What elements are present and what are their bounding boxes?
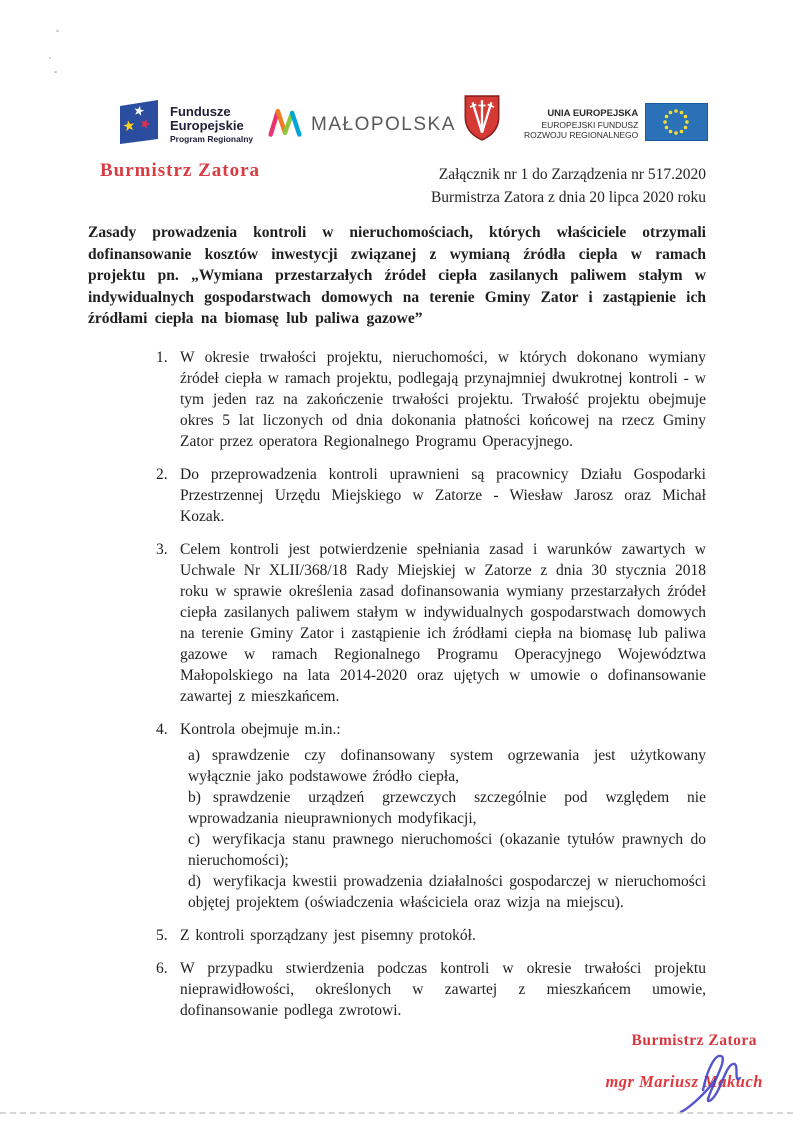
eu-flag-icon: [645, 102, 708, 147]
list-item-4: [156, 719, 706, 913]
numbered-list: [156, 347, 706, 1021]
sub-item-c: [188, 829, 706, 871]
handwritten-signature-icon: [645, 1050, 755, 1119]
attachment-line2: Burmistrza Zatora z dnia 20 lipca 2020 roku: [430, 189, 706, 206]
list-item-5: [156, 925, 706, 946]
item-text: Do przeprowadzenia kontroli uprawnieni są pracownicy Działu Gospodarki Przestrzennej Urzędu Miejskiego w Zatorze - Wiesław Jarosz oraz Michał Kozak.: [180, 465, 706, 525]
fe-line2: Europejskie: [170, 118, 244, 134]
fe-line1: Fundusze: [170, 104, 231, 120]
item-number: 3.: [156, 540, 168, 558]
scan-edge-line: [0, 1112, 793, 1114]
eu-line1: UNIA EUROPEJSKA: [547, 107, 639, 119]
signature-title-stamp: Burmistrz Zatora: [631, 1032, 757, 1049]
malopolska-label: MAŁOPOLSKA: [311, 113, 456, 135]
fundusze-europejskie-logo: [112, 98, 253, 151]
eu-line3: ROZWOJU REGIONALNEGO: [524, 130, 639, 141]
eu-line2: EUROPEJSKI FUNDUSZ: [541, 119, 639, 130]
malopolska-m-icon: [268, 106, 302, 143]
item-number: 5.: [156, 926, 168, 944]
sub-item-text: weryfikacja kwestii prowadzenia działalności gospodarczej w nieruchomości objętej projektem (oświadczenia właściciela oraz wizja na miejscu).: [188, 872, 706, 911]
attachment-reference: [431, 163, 706, 209]
sub-item-d: [188, 871, 706, 913]
item-text: Z kontroli sporządzany jest pisemny protokół.: [180, 926, 476, 944]
document-body: [88, 222, 706, 1033]
sub-item-text: sprawdzenie czy dofinansowany system ogrzewania jest użytkowany wyłącznie jako podstawowe źródło ciepła,: [188, 746, 706, 785]
list-item-2: [156, 464, 706, 527]
list-item-3: [156, 539, 706, 707]
sub-item-label: c): [188, 830, 201, 848]
sub-item-label: a): [188, 746, 201, 764]
burmistrz-stamp: Burmistrz Zatora: [100, 160, 261, 181]
scan-speck: [49, 57, 51, 59]
zator-crest-icon: [463, 94, 501, 147]
list-item-6: [156, 958, 706, 1021]
item-number: 2.: [156, 465, 168, 483]
fe-line3: Program Regionalny: [170, 133, 254, 144]
sub-item-text: weryfikacja stanu prawnego nieruchomości (okazanie tytułów prawnych do nieruchomości);: [188, 830, 706, 869]
malopolska-logo: [268, 106, 456, 143]
intro-paragraph: Zasady prowadzenia kontroli w nieruchomościach, których właściciele otrzymali dofinansowanie kosztów inwestycji związanej z wymianą źródła ciepła w ramach projektu pn. „Wymiana przestarzałych źródeł ciepła zasilanych paliwem stałym w indywidualnych gospodarstwach domowych na terenie Gminy Zator i zastąpienie ich źródłami ciepła na biomasę lub paliwa gazowe”: [88, 224, 706, 327]
item-number: 6.: [156, 959, 168, 977]
attachment-line1: Załącznik nr 1 do Zarządzenia nr 517.2020: [438, 166, 706, 183]
sub-item-label: d): [188, 872, 201, 890]
item-text: W okresie trwałości projektu, nieruchomości, w których dokonano wymiany źródeł ciepła w ramach projektu, podlegają przynajmniej dwukrotnej kontroli - w tym jeden raz na zakończenie trwałości projektu. Trwałość projektu obejmuje okres 5 lat liczonych od dnia dokonania płatności końcowej na rzecz Gminy Zator przez operatora Regionalnego Programu Operacyjnego.: [180, 348, 706, 450]
item-body: [180, 719, 706, 913]
sub-item-b: [188, 787, 706, 829]
item-text: Celem kontroli jest potwierdzenie spełniania zasad i warunków zawartych w Uchwale Nr XLII/368/18 Rady Miejskiej w Zatorze z dnia 30 stycznia 2018 roku w sprawie określenia zasad dofinansowania wymiany przestarzałych źródeł ciepła zasilanych paliwem stałym w indywidualnych gospodarstwach domowych na terenie Gminy Zator i zastąpienie ich źródłami ciepła na biomasę lub paliwa gazowe w ramach Regionalnego Programu Operacyjnego Województwa Małopolskiego na lata 2014-2020 oraz ujętych w umowie o dofinansowanie zawartej z mieszkańcem.: [180, 540, 706, 705]
sub-item-label: b): [188, 788, 201, 806]
fe-logo-text: [170, 105, 253, 143]
item-number: 4.: [156, 720, 168, 738]
fe-flag-icon: [112, 98, 162, 151]
item-number: 1.: [156, 348, 168, 366]
signature-name-stamp: mgr Mariusz Makuch: [605, 1072, 763, 1091]
sub-list: [180, 745, 706, 913]
list-item-1: [156, 347, 706, 452]
sub-item-a: [188, 745, 706, 787]
eu-logo-text: [524, 108, 638, 141]
scan-speck: [54, 71, 57, 73]
item-text: Kontrola obejmuje m.in.:: [180, 720, 341, 738]
scan-speck: [56, 30, 59, 32]
sub-item-text: sprawdzenie urządzeń grzewczych szczególnie pod względem nie wprowadzania nieuprawnionych modyfikacji,: [188, 788, 706, 827]
item-text: W przypadku stwierdzenia podczas kontroli w okresie trwałości projektu nieprawidłowości, określonych w zawartej z mieszkańcem umowie, dofinansowanie podlega zwrotowi.: [180, 959, 706, 1019]
eu-logo: [524, 102, 708, 147]
